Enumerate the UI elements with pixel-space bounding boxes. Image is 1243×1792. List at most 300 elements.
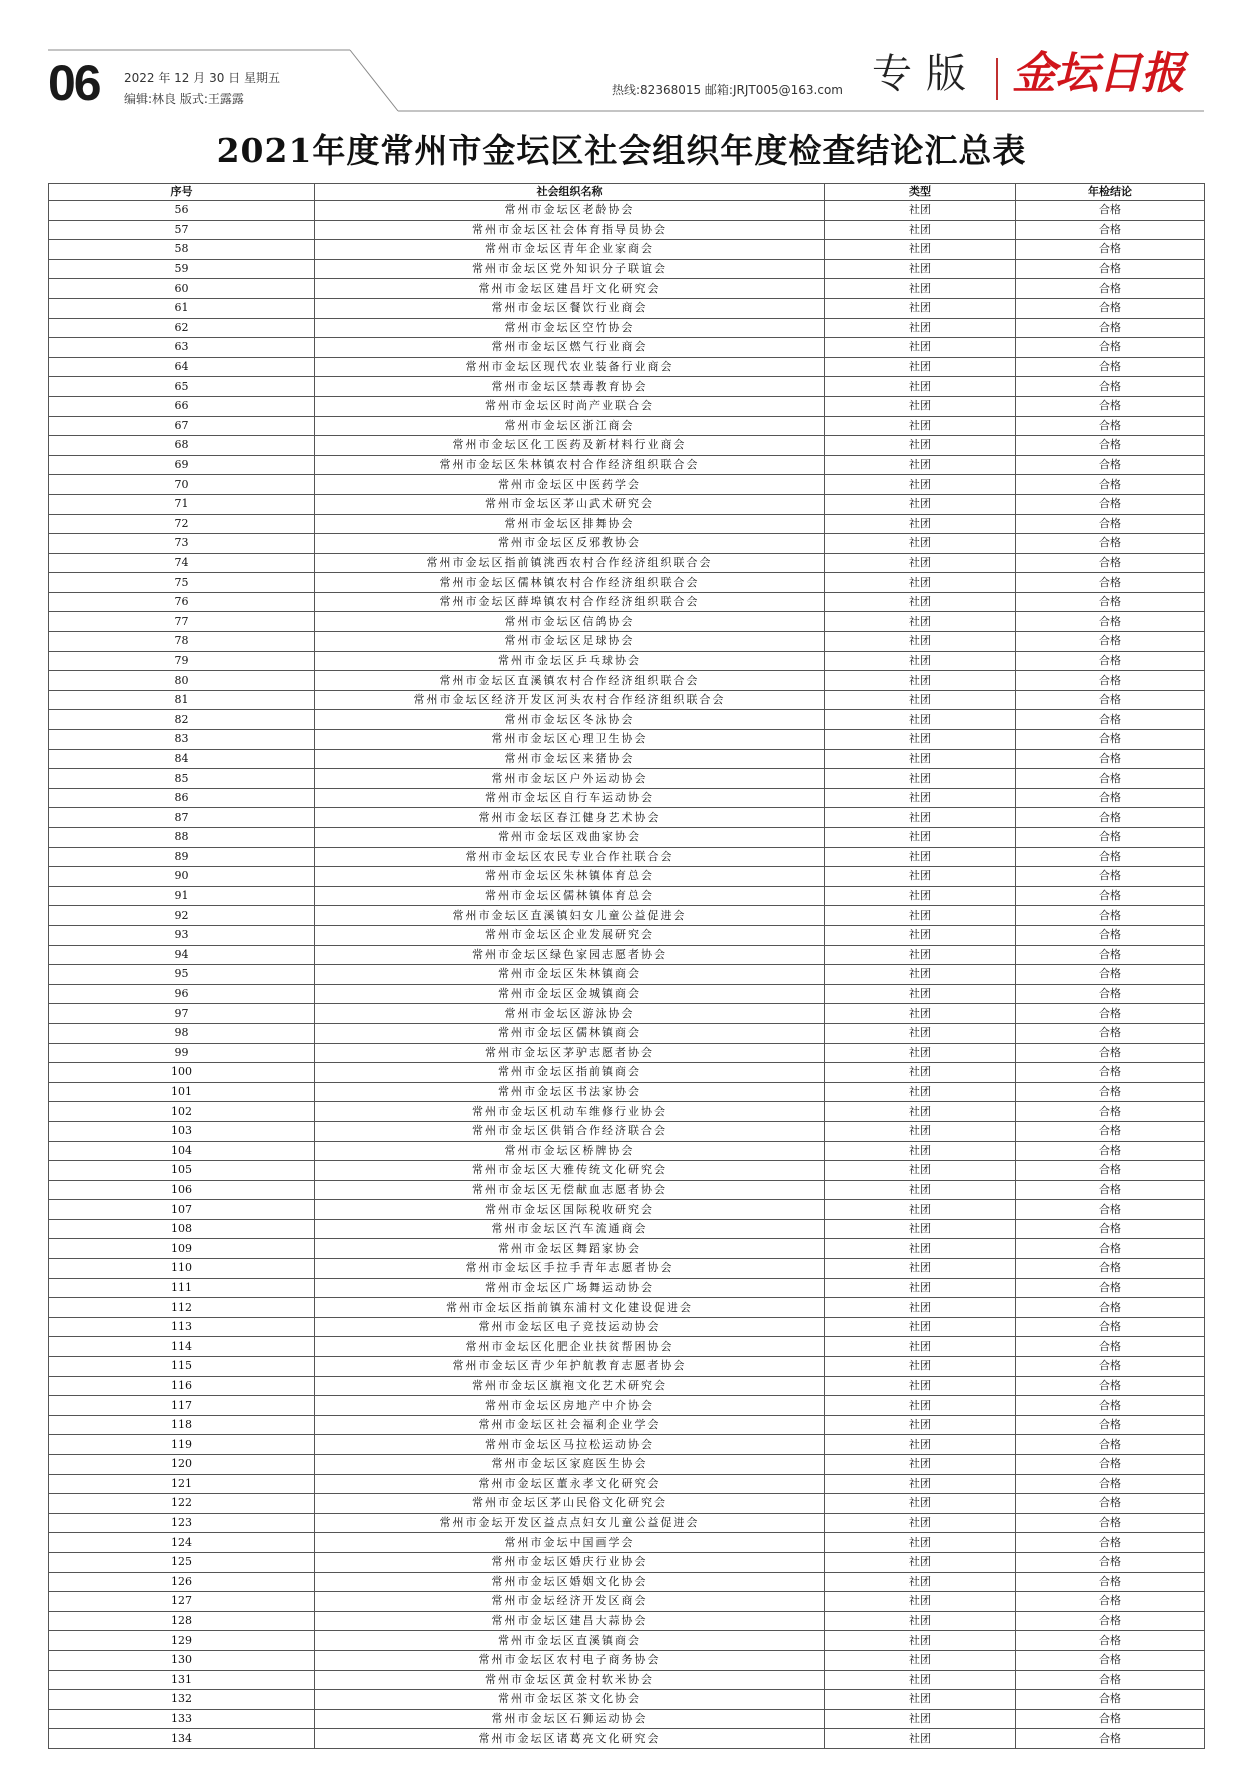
table-row [49, 847, 1205, 867]
cell-type: 社团 [825, 1611, 1016, 1631]
cell-index: 96 [49, 984, 315, 1004]
cell-org-name: 常州市金坛经济开发区商会 [315, 1592, 825, 1612]
table-row [49, 1415, 1205, 1435]
cell-conclusion: 合格 [1016, 808, 1205, 828]
table-row [49, 1239, 1205, 1259]
cell-index: 76 [49, 592, 315, 612]
cell-conclusion: 合格 [1016, 1023, 1205, 1043]
cell-org-name: 常州市金坛区建昌圩文化研究会 [315, 279, 825, 299]
table-row [49, 612, 1205, 632]
cell-index: 69 [49, 455, 315, 475]
cell-org-name: 常州市金坛区直溪镇农村合作经济组织联合会 [315, 671, 825, 691]
cell-org-name: 常州市金坛区反邪教协会 [315, 534, 825, 554]
contact-info: 热线:82368015 邮箱:JRJT005@163.com [612, 83, 843, 97]
cell-conclusion: 合格 [1016, 240, 1205, 260]
cell-conclusion: 合格 [1016, 1415, 1205, 1435]
cell-conclusion: 合格 [1016, 749, 1205, 769]
cell-type: 社团 [825, 906, 1016, 926]
cell-type: 社团 [825, 220, 1016, 240]
cell-conclusion: 合格 [1016, 1552, 1205, 1572]
cell-conclusion: 合格 [1016, 298, 1205, 318]
table-row [49, 1435, 1205, 1455]
cell-type: 社团 [825, 1259, 1016, 1279]
cell-index: 72 [49, 514, 315, 534]
table-row [49, 730, 1205, 750]
cell-conclusion: 合格 [1016, 1298, 1205, 1318]
cell-type: 社团 [825, 925, 1016, 945]
inspection-summary-table [48, 183, 1205, 1749]
cell-org-name: 常州市金坛区书法家协会 [315, 1082, 825, 1102]
cell-org-name: 常州市金坛区桥牌协会 [315, 1141, 825, 1161]
table-row [49, 906, 1205, 926]
cell-type: 社团 [825, 1023, 1016, 1043]
cell-index: 78 [49, 632, 315, 652]
cell-conclusion: 合格 [1016, 1533, 1205, 1553]
cell-type: 社团 [825, 1200, 1016, 1220]
cell-type: 社团 [825, 1513, 1016, 1533]
cell-org-name: 常州市金坛区茅山武术研究会 [315, 494, 825, 514]
cell-type: 社团 [825, 651, 1016, 671]
masthead [0, 0, 1243, 120]
cell-org-name: 常州市金坛区朱林镇体育总会 [315, 867, 825, 887]
cell-type: 社团 [825, 1357, 1016, 1377]
cell-type: 社团 [825, 1533, 1016, 1553]
cell-index: 120 [49, 1455, 315, 1475]
table-row [49, 1533, 1205, 1553]
table-row [49, 1650, 1205, 1670]
cell-index: 74 [49, 553, 315, 573]
cell-conclusion: 合格 [1016, 1063, 1205, 1083]
table-row [49, 1317, 1205, 1337]
cell-type: 社团 [825, 475, 1016, 495]
cell-index: 70 [49, 475, 315, 495]
cell-index: 87 [49, 808, 315, 828]
cell-index: 91 [49, 886, 315, 906]
cell-index: 85 [49, 769, 315, 789]
cell-type: 社团 [825, 1415, 1016, 1435]
cell-org-name: 常州市金坛区供销合作经济联合会 [315, 1121, 825, 1141]
cell-conclusion: 合格 [1016, 1690, 1205, 1710]
cell-index: 103 [49, 1121, 315, 1141]
cell-type: 社团 [825, 573, 1016, 593]
table-row [49, 984, 1205, 1004]
cell-conclusion: 合格 [1016, 1004, 1205, 1024]
cell-org-name: 常州市金坛区电子竞技运动协会 [315, 1317, 825, 1337]
cell-conclusion: 合格 [1016, 730, 1205, 750]
cell-org-name: 常州市金坛区直溪镇商会 [315, 1631, 825, 1651]
table-row [49, 925, 1205, 945]
cell-org-name: 常州市金坛区家庭医生协会 [315, 1455, 825, 1475]
cell-org-name: 常州市金坛区儒林镇体育总会 [315, 886, 825, 906]
cell-type: 社团 [825, 886, 1016, 906]
table-row [49, 1043, 1205, 1063]
cell-index: 115 [49, 1357, 315, 1377]
cell-index: 94 [49, 945, 315, 965]
cell-type: 社团 [825, 945, 1016, 965]
table-row [49, 436, 1205, 456]
cell-index: 71 [49, 494, 315, 514]
cell-type: 社团 [825, 1494, 1016, 1514]
cell-conclusion: 合格 [1016, 338, 1205, 358]
cell-org-name: 常州市金坛区诸葛亮文化研究会 [315, 1729, 825, 1749]
cell-org-name: 常州市金坛区党外知识分子联谊会 [315, 259, 825, 279]
cell-conclusion: 合格 [1016, 1317, 1205, 1337]
cell-org-name: 常州市金坛区指前镇商会 [315, 1063, 825, 1083]
table-row [49, 1474, 1205, 1494]
cell-index: 128 [49, 1611, 315, 1631]
cell-org-name: 常州市金坛区乒乓球协会 [315, 651, 825, 671]
cell-conclusion: 合格 [1016, 592, 1205, 612]
cell-type: 社团 [825, 965, 1016, 985]
cell-org-name: 常州市金坛区餐饮行业商会 [315, 298, 825, 318]
cell-org-name: 常州市金坛区茅山民俗文化研究会 [315, 1494, 825, 1514]
cell-conclusion: 合格 [1016, 1161, 1205, 1181]
cell-org-name: 常州市金坛区春江健身艺术协会 [315, 808, 825, 828]
cell-type: 社团 [825, 984, 1016, 1004]
cell-org-name: 常州市金坛区青少年护航教育志愿者协会 [315, 1357, 825, 1377]
table-row [49, 514, 1205, 534]
table-row [49, 494, 1205, 514]
cell-index: 109 [49, 1239, 315, 1259]
cell-index: 63 [49, 338, 315, 358]
cell-org-name: 常州市金坛区社会福利企业学会 [315, 1415, 825, 1435]
cell-conclusion: 合格 [1016, 632, 1205, 652]
cell-org-name: 常州市金坛区老龄协会 [315, 201, 825, 221]
cell-conclusion: 合格 [1016, 1396, 1205, 1416]
cell-index: 84 [49, 749, 315, 769]
table-row [49, 769, 1205, 789]
table-row [49, 671, 1205, 691]
cell-type: 社团 [825, 1004, 1016, 1024]
cell-type: 社团 [825, 553, 1016, 573]
cell-index: 75 [49, 573, 315, 593]
cell-org-name: 常州市金坛区董永孝文化研究会 [315, 1474, 825, 1494]
table-body [49, 201, 1205, 1749]
cell-index: 65 [49, 377, 315, 397]
cell-org-name: 常州市金坛区社会体育指导员协会 [315, 220, 825, 240]
cell-org-name: 常州市金坛区指前镇东浦村文化建设促进会 [315, 1298, 825, 1318]
cell-index: 125 [49, 1552, 315, 1572]
page-number: 06 [48, 55, 100, 111]
cell-conclusion: 合格 [1016, 651, 1205, 671]
table-row [49, 279, 1205, 299]
cell-index: 68 [49, 436, 315, 456]
cell-index: 123 [49, 1513, 315, 1533]
cell-index: 80 [49, 671, 315, 691]
cell-index: 62 [49, 318, 315, 338]
cell-type: 社团 [825, 828, 1016, 848]
table-row [49, 1082, 1205, 1102]
cell-index: 102 [49, 1102, 315, 1122]
cell-conclusion: 合格 [1016, 1709, 1205, 1729]
cell-conclusion: 合格 [1016, 1650, 1205, 1670]
cell-index: 121 [49, 1474, 315, 1494]
cell-type: 社团 [825, 1572, 1016, 1592]
cell-index: 124 [49, 1533, 315, 1553]
cell-type: 社团 [825, 808, 1016, 828]
cell-conclusion: 合格 [1016, 318, 1205, 338]
cell-org-name: 常州市金坛区青年企业家商会 [315, 240, 825, 260]
cell-index: 92 [49, 906, 315, 926]
cell-org-name: 常州市金坛区建昌大蒜协会 [315, 1611, 825, 1631]
table-row [49, 1552, 1205, 1572]
cell-index: 101 [49, 1082, 315, 1102]
cell-index: 90 [49, 867, 315, 887]
table-row [49, 1063, 1205, 1083]
table-row [49, 240, 1205, 260]
cell-index: 81 [49, 690, 315, 710]
cell-index: 60 [49, 279, 315, 299]
table-row [49, 1200, 1205, 1220]
cell-org-name: 常州市金坛区游泳协会 [315, 1004, 825, 1024]
cell-conclusion: 合格 [1016, 416, 1205, 436]
cell-index: 73 [49, 534, 315, 554]
cell-conclusion: 合格 [1016, 1435, 1205, 1455]
cell-conclusion: 合格 [1016, 436, 1205, 456]
newspaper-logo: 金坛日报 [1012, 48, 1184, 99]
table-row [49, 1709, 1205, 1729]
cell-type: 社团 [825, 1474, 1016, 1494]
table-row [49, 1670, 1205, 1690]
cell-org-name: 常州市金坛区茶文化协会 [315, 1690, 825, 1710]
cell-index: 107 [49, 1200, 315, 1220]
table-row [49, 592, 1205, 612]
cell-org-name: 常州市金坛区绿色家园志愿者协会 [315, 945, 825, 965]
cell-index: 133 [49, 1709, 315, 1729]
cell-index: 116 [49, 1376, 315, 1396]
cell-conclusion: 合格 [1016, 828, 1205, 848]
cell-org-name: 常州市金坛区戏曲家协会 [315, 828, 825, 848]
cell-index: 59 [49, 259, 315, 279]
cell-org-name: 常州市金坛区指前镇洮西农村合作经济组织联合会 [315, 553, 825, 573]
cell-org-name: 常州市金坛区企业发展研究会 [315, 925, 825, 945]
cell-type: 社团 [825, 240, 1016, 260]
cell-conclusion: 合格 [1016, 1494, 1205, 1514]
cell-index: 89 [49, 847, 315, 867]
cell-org-name: 常州市金坛区石狮运动协会 [315, 1709, 825, 1729]
cell-org-name: 常州市金坛区农村电子商务协会 [315, 1650, 825, 1670]
table-row [49, 416, 1205, 436]
cell-index: 77 [49, 612, 315, 632]
cell-conclusion: 合格 [1016, 1121, 1205, 1141]
table-row [49, 632, 1205, 652]
cell-org-name: 常州市金坛区国际税收研究会 [315, 1200, 825, 1220]
cell-conclusion: 合格 [1016, 1200, 1205, 1220]
cell-index: 58 [49, 240, 315, 260]
table-row [49, 1102, 1205, 1122]
table-row [49, 1592, 1205, 1612]
cell-conclusion: 合格 [1016, 1337, 1205, 1357]
cell-conclusion: 合格 [1016, 534, 1205, 554]
editor-credit: 编辑:林良 版式:王露露 [124, 92, 244, 106]
cell-conclusion: 合格 [1016, 965, 1205, 985]
cell-index: 129 [49, 1631, 315, 1651]
cell-index: 110 [49, 1259, 315, 1279]
cell-index: 99 [49, 1043, 315, 1063]
cell-conclusion: 合格 [1016, 1102, 1205, 1122]
cell-index: 64 [49, 357, 315, 377]
cell-conclusion: 合格 [1016, 710, 1205, 730]
cell-conclusion: 合格 [1016, 984, 1205, 1004]
table-row [49, 690, 1205, 710]
header-type: 类型 [825, 184, 1016, 201]
table-row [49, 396, 1205, 416]
cell-org-name: 常州市金坛区手拉手青年志愿者协会 [315, 1259, 825, 1279]
cell-conclusion: 合格 [1016, 906, 1205, 926]
cell-conclusion: 合格 [1016, 514, 1205, 534]
table-row [49, 573, 1205, 593]
table-row [49, 1219, 1205, 1239]
cell-org-name: 常州市金坛区足球协会 [315, 632, 825, 652]
cell-org-name: 常州市金坛区排舞协会 [315, 514, 825, 534]
table-row [49, 828, 1205, 848]
cell-org-name: 常州市金坛开发区益点点妇女儿童公益促进会 [315, 1513, 825, 1533]
table-row [49, 1180, 1205, 1200]
cell-org-name: 常州市金坛区自行车运动协会 [315, 788, 825, 808]
table-row [49, 318, 1205, 338]
section-label: 专版 [872, 51, 980, 97]
table-row [49, 475, 1205, 495]
cell-type: 社团 [825, 1631, 1016, 1651]
document-title: 2021年度常州市金坛区社会组织年度检查结论汇总表 [216, 131, 1027, 170]
cell-org-name: 常州市金坛区化肥企业扶贫帮困协会 [315, 1337, 825, 1357]
cell-conclusion: 合格 [1016, 279, 1205, 299]
cell-org-name: 常州市金坛区中医药学会 [315, 475, 825, 495]
cell-type: 社团 [825, 1592, 1016, 1612]
cell-conclusion: 合格 [1016, 357, 1205, 377]
cell-index: 56 [49, 201, 315, 221]
cell-org-name: 常州市金坛区直溪镇妇女儿童公益促进会 [315, 906, 825, 926]
cell-org-name: 常州市金坛区信鸽协会 [315, 612, 825, 632]
cell-conclusion: 合格 [1016, 1729, 1205, 1749]
cell-conclusion: 合格 [1016, 1141, 1205, 1161]
cell-type: 社团 [825, 1376, 1016, 1396]
cell-type: 社团 [825, 1180, 1016, 1200]
cell-org-name: 常州市金坛区户外运动协会 [315, 769, 825, 789]
cell-type: 社团 [825, 847, 1016, 867]
cell-conclusion: 合格 [1016, 1631, 1205, 1651]
cell-conclusion: 合格 [1016, 494, 1205, 514]
cell-conclusion: 合格 [1016, 1082, 1205, 1102]
cell-type: 社团 [825, 749, 1016, 769]
cell-type: 社团 [825, 1552, 1016, 1572]
cell-type: 社团 [825, 1435, 1016, 1455]
cell-conclusion: 合格 [1016, 1043, 1205, 1063]
cell-index: 114 [49, 1337, 315, 1357]
cell-conclusion: 合格 [1016, 1239, 1205, 1259]
table-row [49, 553, 1205, 573]
cell-type: 社团 [825, 1317, 1016, 1337]
table-row [49, 1278, 1205, 1298]
cell-index: 98 [49, 1023, 315, 1043]
cell-type: 社团 [825, 338, 1016, 358]
table-row [49, 1611, 1205, 1631]
cell-org-name: 常州市金坛区黄金村软米协会 [315, 1670, 825, 1690]
cell-type: 社团 [825, 494, 1016, 514]
cell-index: 57 [49, 220, 315, 240]
cell-index: 119 [49, 1435, 315, 1455]
cell-type: 社团 [825, 1455, 1016, 1475]
cell-index: 83 [49, 730, 315, 750]
cell-type: 社团 [825, 612, 1016, 632]
cell-index: 112 [49, 1298, 315, 1318]
table-row [49, 1455, 1205, 1475]
cell-conclusion: 合格 [1016, 886, 1205, 906]
cell-conclusion: 合格 [1016, 475, 1205, 495]
cell-org-name: 常州市金坛区浙江商会 [315, 416, 825, 436]
cell-index: 79 [49, 651, 315, 671]
table-row [49, 1161, 1205, 1181]
cell-index: 66 [49, 396, 315, 416]
cell-type: 社团 [825, 416, 1016, 436]
cell-type: 社团 [825, 1161, 1016, 1181]
cell-type: 社团 [825, 671, 1016, 691]
cell-type: 社团 [825, 1082, 1016, 1102]
cell-org-name: 常州市金坛区儒林镇农村合作经济组织联合会 [315, 573, 825, 593]
cell-type: 社团 [825, 632, 1016, 652]
table-row [49, 1337, 1205, 1357]
table-row [49, 1141, 1205, 1161]
cell-type: 社团 [825, 1670, 1016, 1690]
cell-conclusion: 合格 [1016, 925, 1205, 945]
table-row [49, 1357, 1205, 1377]
cell-type: 社团 [825, 514, 1016, 534]
cell-org-name: 常州市金坛区朱林镇农村合作经济组织联合会 [315, 455, 825, 475]
cell-type: 社团 [825, 1278, 1016, 1298]
cell-index: 126 [49, 1572, 315, 1592]
cell-conclusion: 合格 [1016, 1455, 1205, 1475]
table-row [49, 377, 1205, 397]
cell-type: 社团 [825, 455, 1016, 475]
table-row [49, 710, 1205, 730]
cell-type: 社团 [825, 298, 1016, 318]
cell-org-name: 常州市金坛区舞蹈家协会 [315, 1239, 825, 1259]
cell-type: 社团 [825, 201, 1016, 221]
cell-type: 社团 [825, 1396, 1016, 1416]
cell-org-name: 常州市金坛区机动车维修行业协会 [315, 1102, 825, 1122]
cell-index: 86 [49, 788, 315, 808]
cell-index: 132 [49, 1690, 315, 1710]
cell-org-name: 常州市金坛区儒林镇商会 [315, 1023, 825, 1043]
cell-type: 社团 [825, 867, 1016, 887]
table-header-row [49, 184, 1205, 201]
cell-index: 134 [49, 1729, 315, 1749]
cell-org-name: 常州市金坛区无偿献血志愿者协会 [315, 1180, 825, 1200]
cell-type: 社团 [825, 1141, 1016, 1161]
cell-type: 社团 [825, 1239, 1016, 1259]
cell-index: 117 [49, 1396, 315, 1416]
cell-conclusion: 合格 [1016, 396, 1205, 416]
cell-org-name: 常州市金坛区现代农业装备行业商会 [315, 357, 825, 377]
cell-index: 106 [49, 1180, 315, 1200]
cell-conclusion: 合格 [1016, 1357, 1205, 1377]
cell-org-name: 常州市金坛区马拉松运动协会 [315, 1435, 825, 1455]
cell-type: 社团 [825, 1043, 1016, 1063]
cell-conclusion: 合格 [1016, 945, 1205, 965]
cell-type: 社团 [825, 1729, 1016, 1749]
cell-org-name: 常州市金坛区燃气行业商会 [315, 338, 825, 358]
cell-conclusion: 合格 [1016, 1611, 1205, 1631]
cell-org-name: 常州市金坛区时尚产业联合会 [315, 396, 825, 416]
cell-conclusion: 合格 [1016, 553, 1205, 573]
cell-org-name: 常州市金坛区心理卫生协会 [315, 730, 825, 750]
cell-index: 111 [49, 1278, 315, 1298]
cell-org-name: 常州市金坛区薛埠镇农村合作经济组织联合会 [315, 592, 825, 612]
brand-divider [996, 58, 998, 100]
table-row [49, 808, 1205, 828]
cell-conclusion: 合格 [1016, 377, 1205, 397]
cell-conclusion: 合格 [1016, 201, 1205, 221]
